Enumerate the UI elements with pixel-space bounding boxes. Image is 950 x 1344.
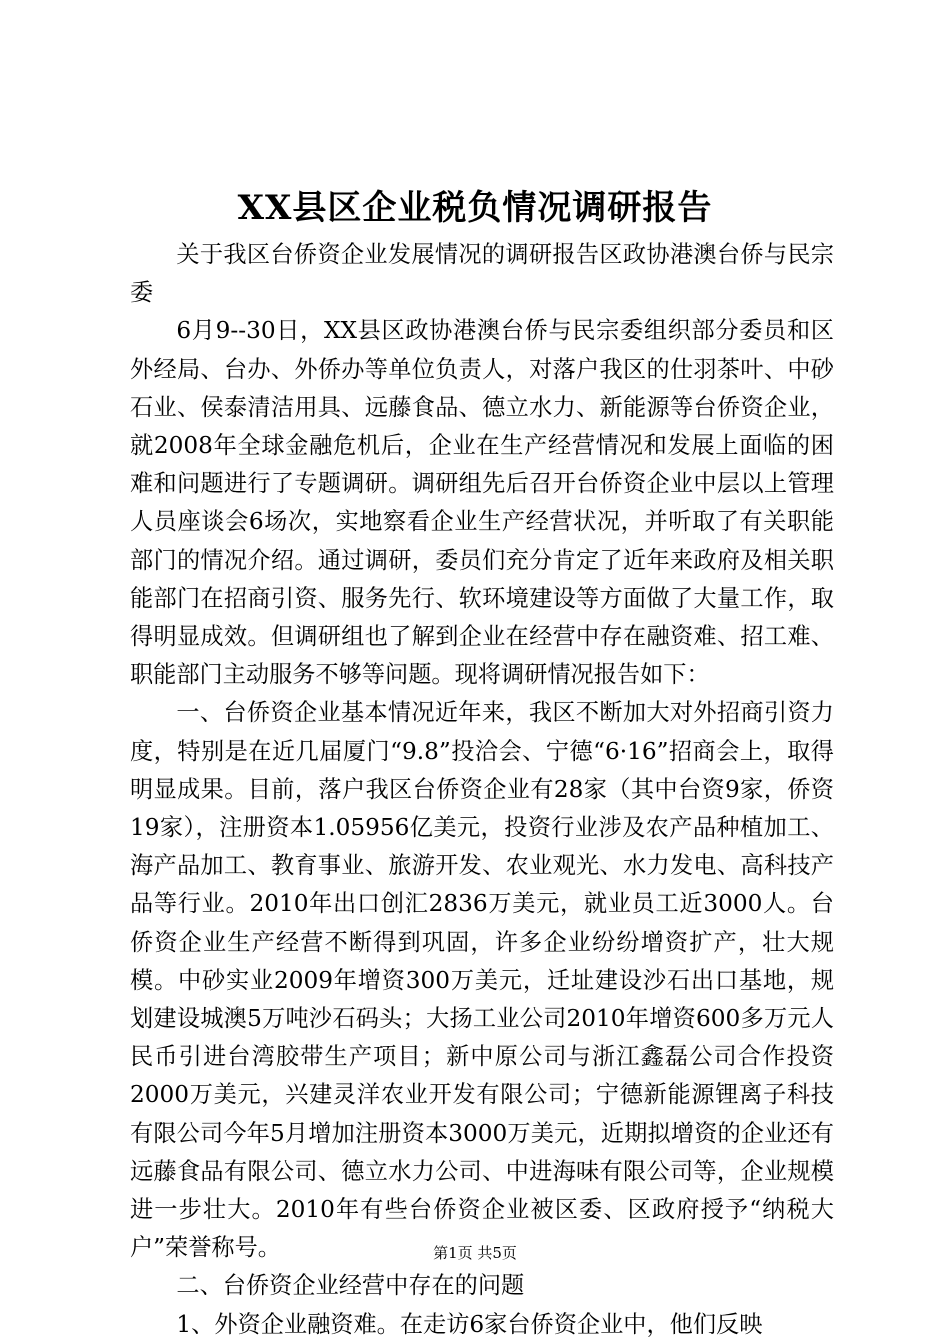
paragraph-section-2-heading: 二、台侨资企业经营中存在的问题 <box>176 1272 525 1300</box>
document-title: XX县区企业税负情况调研报告 <box>237 188 713 228</box>
paragraph-intro: 6月9--30日，XX县区政协港澳台侨与民宗委组织部分委员和区外经局、台办、外侨办等单位负责人，对落户我区的仕羽茶叶、中砂石业、侯泰清洁用具、远藤食品、德立水力、新能源等台侨资企业，就2008年全球金融危机后，企业在生产经营情况和发展上面临的困难和问题进行了专题调研。调研组先后召开台侨资企业中层以上管理人员座谈会6场次，实地察看企业生产经营状况，并听取了有关职能部门的情况介绍。通过调研，委员们充分肯定了近年来政府及相关职能部门在招商引资、服务先行、软环境建设等方面做了大量工作，取得明显成效。但调研组也了解到企业在经营中存在融资难、招工难、职能部门主动服务不够等问题。现将调研情况报告如下： <box>130 317 834 689</box>
paragraph-subtitle: 关于我区台侨资企业发展情况的调研报告区政协港澳台侨与民宗委 <box>130 241 834 307</box>
paragraph-item-1: 1、外资企业融资难。在走访6家台侨资企业中，他们反映 <box>176 1310 763 1338</box>
paragraph-section-1: 一、台侨资企业基本情况近年来，我区不断加大对外招商引资力度，特别是在近几届厦门“9.8”投洽会、宁德“6·16”招商会上，取得明显成果。目前，落户我区台侨资企业有28家（其中台资9家，侨资19家），注册资本1.05956亿美元，投资行业涉及农产品种植加工、海产品加工、教育事业、旅游开发、农业观光、水力发电、高科技产品等行业。2010年出口创汇2836万美元，就业员工近3000人。台侨资企业生产经营不断得到巩固，许多企业纷纷增资扩产，壮大规模。中砂实业2009年增资300万美元，迁址建设沙石出口基地，规划建设城澳5万吨沙石码头；大扬工业公司2010年增资600多万元人民币引进台湾胶带生产项目；新中原公司与浙江鑫磊公司合作投资2000万美元，兴建灵洋农业开发有限公司；宁德新能源锂离子科技有限公司今年5月增加注册资本3000万美元，近期拟增资的企业还有远藤食品有限公司、德立水力公司、中进海味有限公司等，企业规模进一步壮大。2010年有些台侨资企业被区委、区政府授予“纳税大户”荣誉称号。 <box>130 699 834 1262</box>
page-indicator: 第1页 共5页 <box>433 1244 517 1262</box>
document-body <box>130 236 834 1344</box>
